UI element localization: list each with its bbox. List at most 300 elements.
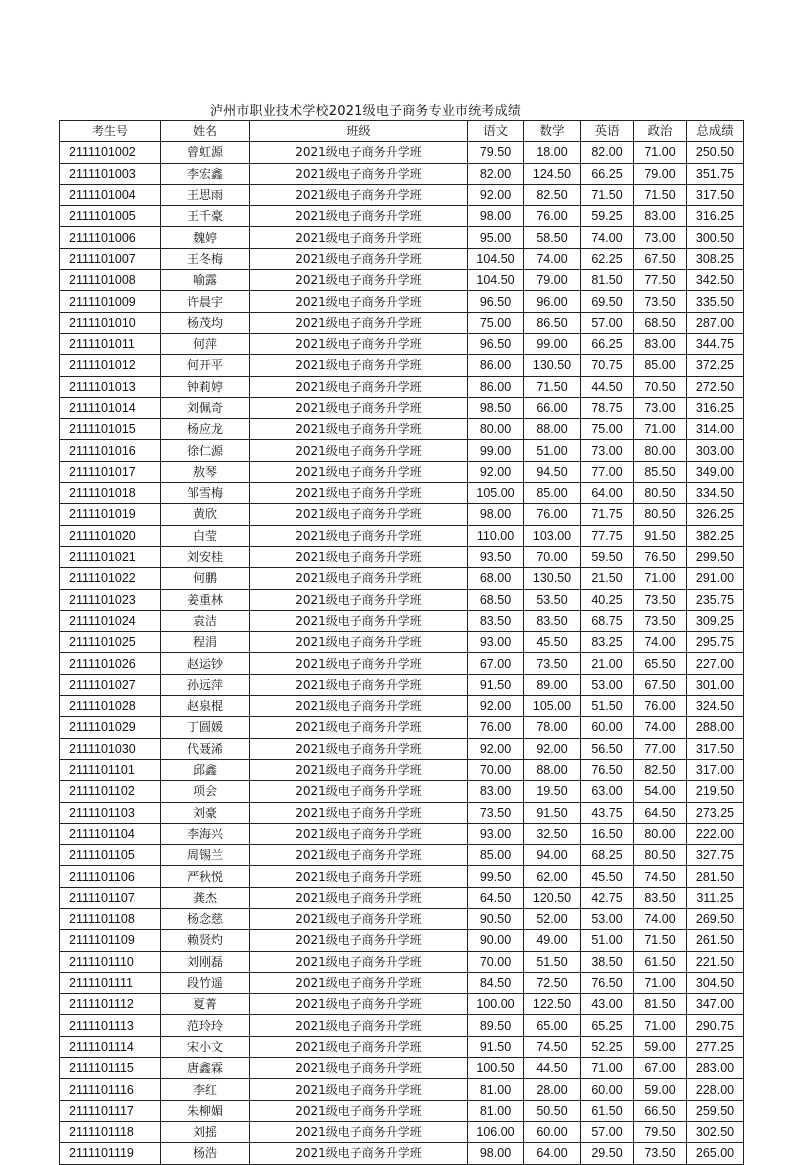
- cell-politics: 73.00: [634, 397, 687, 418]
- cell-name: 许晨宇: [161, 291, 250, 312]
- cell-chinese: 90.50: [468, 908, 524, 929]
- cell-class: 2021级电子商务升学班: [250, 568, 468, 589]
- cell-class: 2021级电子商务升学班: [250, 930, 468, 951]
- cell-english: 45.50: [581, 866, 634, 887]
- table-row: [60, 845, 744, 866]
- cell-chinese: 105.00: [468, 483, 524, 504]
- table-row: [60, 227, 744, 248]
- cell-total: 324.50: [687, 696, 744, 717]
- cell-chinese: 100.50: [468, 1058, 524, 1079]
- cell-english: 68.25: [581, 845, 634, 866]
- cell-politics: 54.00: [634, 781, 687, 802]
- cell-total: 261.50: [687, 930, 744, 951]
- cell-chinese: 64.50: [468, 887, 524, 908]
- cell-math: 51.50: [524, 951, 581, 972]
- cell-student-id: 2111101109: [60, 930, 161, 951]
- cell-chinese: 80.00: [468, 419, 524, 440]
- cell-total: 335.50: [687, 291, 744, 312]
- cell-politics: 71.00: [634, 568, 687, 589]
- cell-math: 45.50: [524, 632, 581, 653]
- cell-politics: 76.50: [634, 546, 687, 567]
- cell-name: 杨念慈: [161, 908, 250, 929]
- cell-total: 372.25: [687, 355, 744, 376]
- cell-politics: 67.50: [634, 248, 687, 269]
- cell-total: 301.00: [687, 674, 744, 695]
- cell-english: 77.75: [581, 525, 634, 546]
- cell-politics: 73.00: [634, 227, 687, 248]
- cell-english: 40.25: [581, 589, 634, 610]
- cell-student-id: 2111101101: [60, 759, 161, 780]
- table-row: [60, 1015, 744, 1036]
- cell-student-id: 2111101102: [60, 781, 161, 802]
- cell-total: 300.50: [687, 227, 744, 248]
- cell-chinese: 73.50: [468, 802, 524, 823]
- cell-politics: 79.00: [634, 163, 687, 184]
- cell-name: 王思雨: [161, 184, 250, 205]
- cell-name: 何开平: [161, 355, 250, 376]
- table-row: [60, 568, 744, 589]
- cell-chinese: 92.00: [468, 461, 524, 482]
- cell-politics: 71.50: [634, 184, 687, 205]
- cell-english: 63.00: [581, 781, 634, 802]
- cell-total: 269.50: [687, 908, 744, 929]
- cell-math: 99.00: [524, 333, 581, 354]
- cell-name: 魏婷: [161, 227, 250, 248]
- cell-politics: 73.50: [634, 291, 687, 312]
- cell-politics: 64.50: [634, 802, 687, 823]
- cell-class: 2021级电子商务升学班: [250, 142, 468, 163]
- cell-class: 2021级电子商务升学班: [250, 504, 468, 525]
- cell-english: 76.50: [581, 759, 634, 780]
- cell-name: 李海兴: [161, 823, 250, 844]
- cell-student-id: 2111101014: [60, 397, 161, 418]
- cell-class: 2021级电子商务升学班: [250, 163, 468, 184]
- cell-math: 79.00: [524, 270, 581, 291]
- cell-chinese: 92.00: [468, 184, 524, 205]
- cell-name: 龚杰: [161, 887, 250, 908]
- cell-name: 徐仁源: [161, 440, 250, 461]
- cell-math: 76.00: [524, 206, 581, 227]
- cell-class: 2021级电子商务升学班: [250, 312, 468, 333]
- table-row: [60, 994, 744, 1015]
- cell-math: 85.00: [524, 483, 581, 504]
- cell-student-id: 2111101110: [60, 951, 161, 972]
- cell-total: 309.25: [687, 610, 744, 631]
- cell-chinese: 98.00: [468, 206, 524, 227]
- cell-student-id: 2111101107: [60, 887, 161, 908]
- cell-class: 2021级电子商务升学班: [250, 972, 468, 993]
- cell-chinese: 93.00: [468, 632, 524, 653]
- cell-student-id: 2111101021: [60, 546, 161, 567]
- cell-class: 2021级电子商务升学班: [250, 781, 468, 802]
- cell-politics: 73.50: [634, 589, 687, 610]
- cell-name: 杨浩: [161, 1143, 250, 1164]
- cell-student-id: 2111101027: [60, 674, 161, 695]
- cell-math: 130.50: [524, 355, 581, 376]
- table-row: [60, 1079, 744, 1100]
- cell-total: 351.75: [687, 163, 744, 184]
- cell-politics: 80.50: [634, 504, 687, 525]
- cell-class: 2021级电子商务升学班: [250, 653, 468, 674]
- table-row: [60, 333, 744, 354]
- cell-total: 327.75: [687, 845, 744, 866]
- cell-math: 60.00: [524, 1121, 581, 1142]
- cell-student-id: 2111101029: [60, 717, 161, 738]
- cell-english: 66.25: [581, 163, 634, 184]
- cell-name: 宋小文: [161, 1036, 250, 1057]
- cell-chinese: 110.00: [468, 525, 524, 546]
- table-row: [60, 206, 744, 227]
- cell-name: 朱柳媚: [161, 1100, 250, 1121]
- table-row: [60, 653, 744, 674]
- cell-politics: 80.00: [634, 440, 687, 461]
- cell-name: 何鹏: [161, 568, 250, 589]
- cell-english: 66.25: [581, 333, 634, 354]
- cell-english: 42.75: [581, 887, 634, 908]
- cell-math: 92.00: [524, 738, 581, 759]
- cell-politics: 68.50: [634, 312, 687, 333]
- cell-name: 曾虹源: [161, 142, 250, 163]
- cell-total: 308.25: [687, 248, 744, 269]
- cell-english: 70.75: [581, 355, 634, 376]
- cell-total: 302.50: [687, 1121, 744, 1142]
- cell-politics: 81.50: [634, 994, 687, 1015]
- cell-student-id: 2111101026: [60, 653, 161, 674]
- cell-student-id: 2111101008: [60, 270, 161, 291]
- cell-class: 2021级电子商务升学班: [250, 333, 468, 354]
- cell-english: 74.00: [581, 227, 634, 248]
- cell-class: 2021级电子商务升学班: [250, 696, 468, 717]
- cell-student-id: 2111101113: [60, 1015, 161, 1036]
- cell-class: 2021级电子商务升学班: [250, 674, 468, 695]
- document-title: 泸州市职业技术学校2021级电子商务专业市统考成绩: [209, 104, 522, 119]
- cell-chinese: 96.50: [468, 333, 524, 354]
- cell-math: 105.00: [524, 696, 581, 717]
- cell-math: 76.00: [524, 504, 581, 525]
- cell-chinese: 70.00: [468, 759, 524, 780]
- score-table: [59, 120, 744, 1165]
- cell-politics: 71.00: [634, 1015, 687, 1036]
- cell-student-id: 2111101119: [60, 1143, 161, 1164]
- cell-total: 311.25: [687, 887, 744, 908]
- cell-student-id: 2111101017: [60, 461, 161, 482]
- cell-politics: 71.50: [634, 930, 687, 951]
- cell-math: 65.00: [524, 1015, 581, 1036]
- cell-math: 103.00: [524, 525, 581, 546]
- cell-total: 287.00: [687, 312, 744, 333]
- table-row: [60, 461, 744, 482]
- table-row: [60, 1143, 744, 1164]
- cell-math: 78.00: [524, 717, 581, 738]
- table-header-row: [60, 121, 744, 142]
- cell-total: 347.00: [687, 994, 744, 1015]
- cell-math: 51.00: [524, 440, 581, 461]
- cell-total: 291.00: [687, 568, 744, 589]
- cell-politics: 61.50: [634, 951, 687, 972]
- cell-name: 夏菁: [161, 994, 250, 1015]
- cell-chinese: 98.00: [468, 1143, 524, 1164]
- cell-class: 2021级电子商务升学班: [250, 1058, 468, 1079]
- cell-total: 288.00: [687, 717, 744, 738]
- table-row: [60, 781, 744, 802]
- cell-total: 259.50: [687, 1100, 744, 1121]
- cell-politics: 74.00: [634, 908, 687, 929]
- cell-name: 刘安桂: [161, 546, 250, 567]
- cell-name: 丁圆媛: [161, 717, 250, 738]
- cell-chinese: 91.50: [468, 1036, 524, 1057]
- table-row: [60, 717, 744, 738]
- table-row: [60, 930, 744, 951]
- table-row: [60, 866, 744, 887]
- cell-name: 袁洁: [161, 610, 250, 631]
- cell-class: 2021级电子商务升学班: [250, 994, 468, 1015]
- cell-math: 88.00: [524, 419, 581, 440]
- cell-name: 赖贤灼: [161, 930, 250, 951]
- cell-politics: 76.00: [634, 696, 687, 717]
- cell-math: 130.50: [524, 568, 581, 589]
- cell-student-id: 2111101022: [60, 568, 161, 589]
- cell-total: 317.50: [687, 738, 744, 759]
- cell-chinese: 98.00: [468, 504, 524, 525]
- header-student-id: 考生号: [60, 121, 161, 142]
- cell-total: 265.00: [687, 1143, 744, 1164]
- cell-class: 2021级电子商务升学班: [250, 355, 468, 376]
- cell-student-id: 2111101118: [60, 1121, 161, 1142]
- cell-name: 孙远萍: [161, 674, 250, 695]
- cell-politics: 73.50: [634, 610, 687, 631]
- cell-chinese: 84.50: [468, 972, 524, 993]
- cell-student-id: 2111101002: [60, 142, 161, 163]
- cell-class: 2021级电子商务升学班: [250, 419, 468, 440]
- cell-name: 项会: [161, 781, 250, 802]
- cell-math: 70.00: [524, 546, 581, 567]
- cell-politics: 80.00: [634, 823, 687, 844]
- cell-english: 29.50: [581, 1143, 634, 1164]
- cell-total: 342.50: [687, 270, 744, 291]
- cell-politics: 83.50: [634, 887, 687, 908]
- cell-math: 82.50: [524, 184, 581, 205]
- cell-total: 316.25: [687, 397, 744, 418]
- cell-name: 何萍: [161, 333, 250, 354]
- cell-english: 52.25: [581, 1036, 634, 1057]
- cell-student-id: 2111101024: [60, 610, 161, 631]
- cell-class: 2021级电子商务升学班: [250, 1143, 468, 1164]
- cell-english: 75.00: [581, 419, 634, 440]
- cell-name: 李宏鑫: [161, 163, 250, 184]
- cell-student-id: 2111101006: [60, 227, 161, 248]
- cell-math: 94.00: [524, 845, 581, 866]
- cell-math: 88.00: [524, 759, 581, 780]
- cell-politics: 77.00: [634, 738, 687, 759]
- cell-class: 2021级电子商务升学班: [250, 483, 468, 504]
- cell-chinese: 92.00: [468, 738, 524, 759]
- cell-chinese: 86.00: [468, 355, 524, 376]
- cell-name: 李红: [161, 1079, 250, 1100]
- cell-name: 刘豪: [161, 802, 250, 823]
- cell-total: 228.00: [687, 1079, 744, 1100]
- cell-politics: 74.50: [634, 866, 687, 887]
- table-row: [60, 632, 744, 653]
- cell-english: 21.00: [581, 653, 634, 674]
- cell-politics: 85.00: [634, 355, 687, 376]
- cell-english: 53.00: [581, 908, 634, 929]
- cell-name: 钟莉婷: [161, 376, 250, 397]
- cell-math: 50.50: [524, 1100, 581, 1121]
- cell-total: 273.25: [687, 802, 744, 823]
- cell-english: 43.75: [581, 802, 634, 823]
- cell-politics: 74.00: [634, 632, 687, 653]
- cell-math: 122.50: [524, 994, 581, 1015]
- cell-english: 65.25: [581, 1015, 634, 1036]
- cell-student-id: 2111101103: [60, 802, 161, 823]
- cell-math: 94.50: [524, 461, 581, 482]
- cell-class: 2021级电子商务升学班: [250, 184, 468, 205]
- cell-name: 白莹: [161, 525, 250, 546]
- cell-politics: 80.50: [634, 845, 687, 866]
- cell-class: 2021级电子商务升学班: [250, 397, 468, 418]
- cell-student-id: 2111101115: [60, 1058, 161, 1079]
- cell-student-id: 2111101013: [60, 376, 161, 397]
- cell-politics: 67.50: [634, 674, 687, 695]
- cell-math: 74.00: [524, 248, 581, 269]
- cell-class: 2021级电子商务升学班: [250, 823, 468, 844]
- cell-english: 71.75: [581, 504, 634, 525]
- cell-chinese: 100.00: [468, 994, 524, 1015]
- cell-english: 59.50: [581, 546, 634, 567]
- cell-name: 周锡兰: [161, 845, 250, 866]
- cell-math: 72.50: [524, 972, 581, 993]
- cell-chinese: 91.50: [468, 674, 524, 695]
- cell-class: 2021级电子商务升学班: [250, 908, 468, 929]
- cell-chinese: 92.00: [468, 696, 524, 717]
- cell-chinese: 98.50: [468, 397, 524, 418]
- cell-total: 316.25: [687, 206, 744, 227]
- cell-chinese: 86.00: [468, 376, 524, 397]
- cell-chinese: 85.00: [468, 845, 524, 866]
- cell-chinese: 96.50: [468, 291, 524, 312]
- cell-name: 邹雪梅: [161, 483, 250, 504]
- cell-name: 喻露: [161, 270, 250, 291]
- cell-class: 2021级电子商务升学班: [250, 227, 468, 248]
- cell-politics: 82.50: [634, 759, 687, 780]
- cell-chinese: 82.00: [468, 163, 524, 184]
- table-row: [60, 823, 744, 844]
- cell-chinese: 89.50: [468, 1015, 524, 1036]
- cell-class: 2021级电子商务升学班: [250, 632, 468, 653]
- cell-student-id: 2111101116: [60, 1079, 161, 1100]
- cell-math: 58.50: [524, 227, 581, 248]
- cell-chinese: 104.50: [468, 270, 524, 291]
- cell-politics: 66.50: [634, 1100, 687, 1121]
- cell-total: 235.75: [687, 589, 744, 610]
- cell-student-id: 2111101003: [60, 163, 161, 184]
- cell-class: 2021级电子商务升学班: [250, 738, 468, 759]
- cell-english: 57.00: [581, 1121, 634, 1142]
- cell-class: 2021级电子商务升学班: [250, 951, 468, 972]
- cell-politics: 85.50: [634, 461, 687, 482]
- table-row: [60, 610, 744, 631]
- cell-english: 69.50: [581, 291, 634, 312]
- table-row: [60, 440, 744, 461]
- table-row: [60, 142, 744, 163]
- cell-english: 71.00: [581, 1058, 634, 1079]
- cell-english: 60.00: [581, 1079, 634, 1100]
- cell-english: 21.50: [581, 568, 634, 589]
- cell-class: 2021级电子商务升学班: [250, 525, 468, 546]
- cell-student-id: 2111101009: [60, 291, 161, 312]
- cell-chinese: 99.50: [468, 866, 524, 887]
- cell-english: 59.25: [581, 206, 634, 227]
- cell-total: 295.75: [687, 632, 744, 653]
- cell-english: 51.50: [581, 696, 634, 717]
- cell-math: 52.00: [524, 908, 581, 929]
- cell-english: 62.25: [581, 248, 634, 269]
- cell-class: 2021级电子商务升学班: [250, 270, 468, 291]
- cell-student-id: 2111101018: [60, 483, 161, 504]
- table-row: [60, 376, 744, 397]
- cell-student-id: 2111101011: [60, 333, 161, 354]
- cell-english: 81.50: [581, 270, 634, 291]
- cell-math: 19.50: [524, 781, 581, 802]
- cell-student-id: 2111101114: [60, 1036, 161, 1057]
- cell-english: 76.50: [581, 972, 634, 993]
- cell-english: 16.50: [581, 823, 634, 844]
- table-row: [60, 419, 744, 440]
- cell-math: 53.50: [524, 589, 581, 610]
- cell-name: 敖琴: [161, 461, 250, 482]
- cell-english: 57.00: [581, 312, 634, 333]
- cell-total: 277.25: [687, 1036, 744, 1057]
- cell-class: 2021级电子商务升学班: [250, 1015, 468, 1036]
- cell-politics: 71.00: [634, 419, 687, 440]
- cell-class: 2021级电子商务升学班: [250, 1100, 468, 1121]
- cell-chinese: 90.00: [468, 930, 524, 951]
- table-row: [60, 1036, 744, 1057]
- cell-student-id: 2111101105: [60, 845, 161, 866]
- cell-chinese: 95.00: [468, 227, 524, 248]
- cell-chinese: 99.00: [468, 440, 524, 461]
- table-row: [60, 802, 744, 823]
- table-row: [60, 674, 744, 695]
- table-row: [60, 908, 744, 929]
- cell-politics: 71.00: [634, 142, 687, 163]
- cell-name: 杨应龙: [161, 419, 250, 440]
- cell-total: 382.25: [687, 525, 744, 546]
- cell-politics: 83.00: [634, 333, 687, 354]
- cell-class: 2021级电子商务升学班: [250, 845, 468, 866]
- cell-politics: 59.00: [634, 1079, 687, 1100]
- cell-student-id: 2111101030: [60, 738, 161, 759]
- cell-politics: 73.50: [634, 1143, 687, 1164]
- cell-english: 78.75: [581, 397, 634, 418]
- cell-politics: 80.50: [634, 483, 687, 504]
- cell-english: 61.50: [581, 1100, 634, 1121]
- cell-student-id: 2111101117: [60, 1100, 161, 1121]
- header-chinese: 语文: [468, 121, 524, 142]
- table-row: [60, 163, 744, 184]
- cell-chinese: 76.00: [468, 717, 524, 738]
- cell-chinese: 79.50: [468, 142, 524, 163]
- cell-name: 赵泉棍: [161, 696, 250, 717]
- cell-politics: 71.00: [634, 972, 687, 993]
- cell-math: 89.00: [524, 674, 581, 695]
- header-class: 班级: [250, 121, 468, 142]
- cell-student-id: 2111101028: [60, 696, 161, 717]
- cell-name: 黄欣: [161, 504, 250, 525]
- cell-name: 邱鑫: [161, 759, 250, 780]
- cell-name: 唐鑫霖: [161, 1058, 250, 1079]
- cell-class: 2021级电子商务升学班: [250, 248, 468, 269]
